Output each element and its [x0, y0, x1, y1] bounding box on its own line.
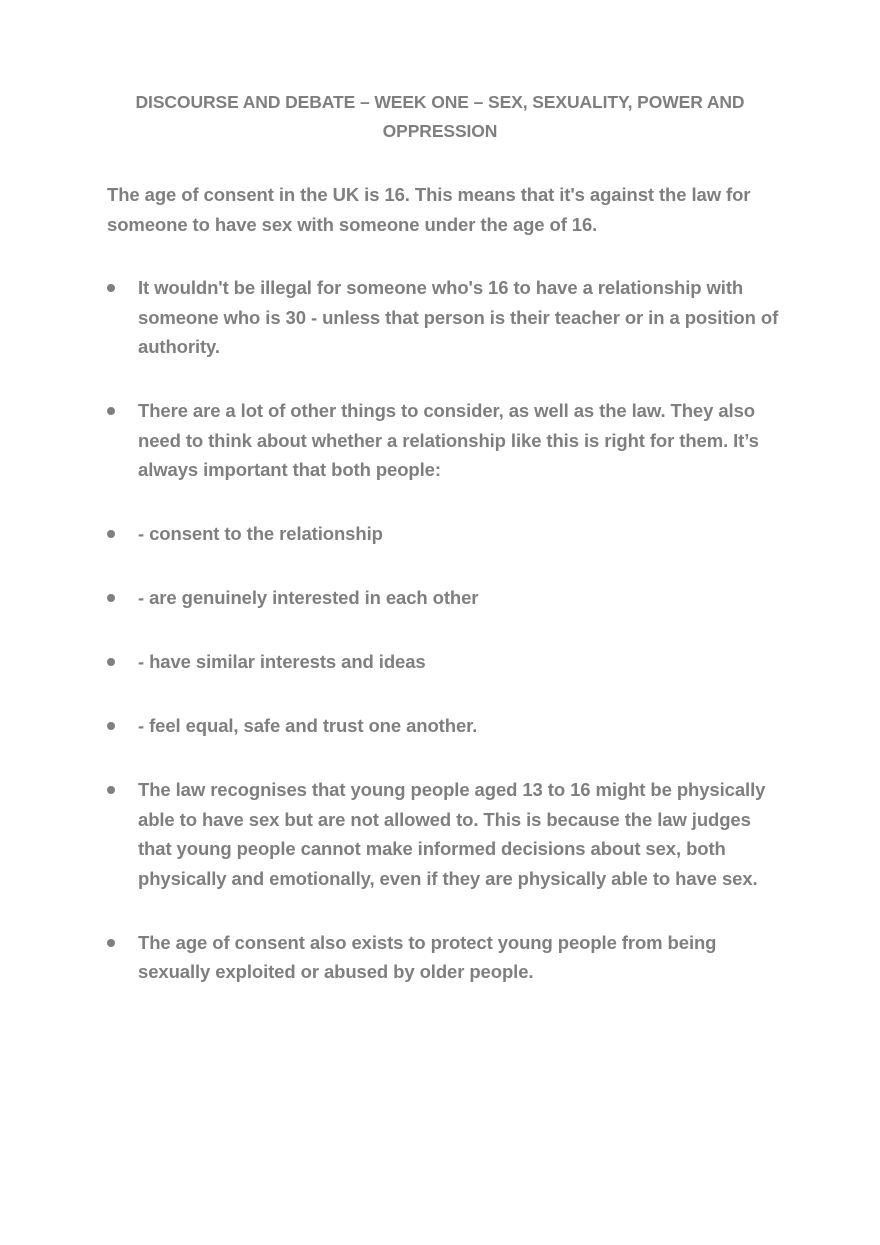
list-item: [107, 519, 787, 549]
list-item-text: There are a lot of other things to consider, as well as the law. They also need to think about whether a relationship like this is right for them. It’s always important that both people:: [138, 400, 759, 480]
bullet-dot-icon: [107, 594, 115, 602]
list-item-text: - have similar interests and ideas: [138, 651, 426, 672]
bullet-dot-icon: [107, 722, 115, 730]
bullet-dot-icon: [107, 786, 115, 794]
list-item: [107, 928, 787, 987]
bullet-dot-icon: [107, 530, 115, 538]
bullet-dot-icon: [107, 658, 115, 666]
list-item: [107, 775, 787, 893]
list-item-text: - are genuinely interested in each other: [138, 587, 479, 608]
list-item-text: - feel equal, safe and trust one another.: [138, 715, 478, 736]
list-item-text: It wouldn't be illegal for someone who's 16 to have a relationship with someone who is 30 - unless that person is their teacher or in a position of authority.: [138, 277, 779, 357]
bullet-dot-icon: [107, 939, 115, 947]
list-item-text: - consent to the relationship: [138, 523, 383, 544]
list-item: [107, 396, 787, 485]
list-item-text: The age of consent also exists to protect young people from being sexually exploited or abused by older people.: [138, 931, 717, 982]
bullet-dot-icon: [107, 284, 115, 292]
bullet-list: [107, 273, 787, 1021]
list-item: [107, 711, 787, 741]
list-item: [107, 647, 787, 677]
list-item-text: The law recognises that young people aged 13 to 16 might be physically able to have sex but are not allowed to. This is because the law judges that young people cannot make informed decisions about sex, both physically and emotionally, even if they are physically able to have sex.: [138, 779, 766, 889]
intro-paragraph: The age of consent in the UK is 16. This means that it's against the law for someone to have sex with someone under the age of 16.: [107, 184, 751, 235]
document-title: DISCOURSE AND DEBATE – WEEK ONE – SEX, SEXUALITY, POWER AND OPPRESSION: [135, 92, 745, 141]
list-item: [107, 583, 787, 613]
bullet-dot-icon: [107, 407, 115, 415]
list-item: [107, 273, 787, 362]
